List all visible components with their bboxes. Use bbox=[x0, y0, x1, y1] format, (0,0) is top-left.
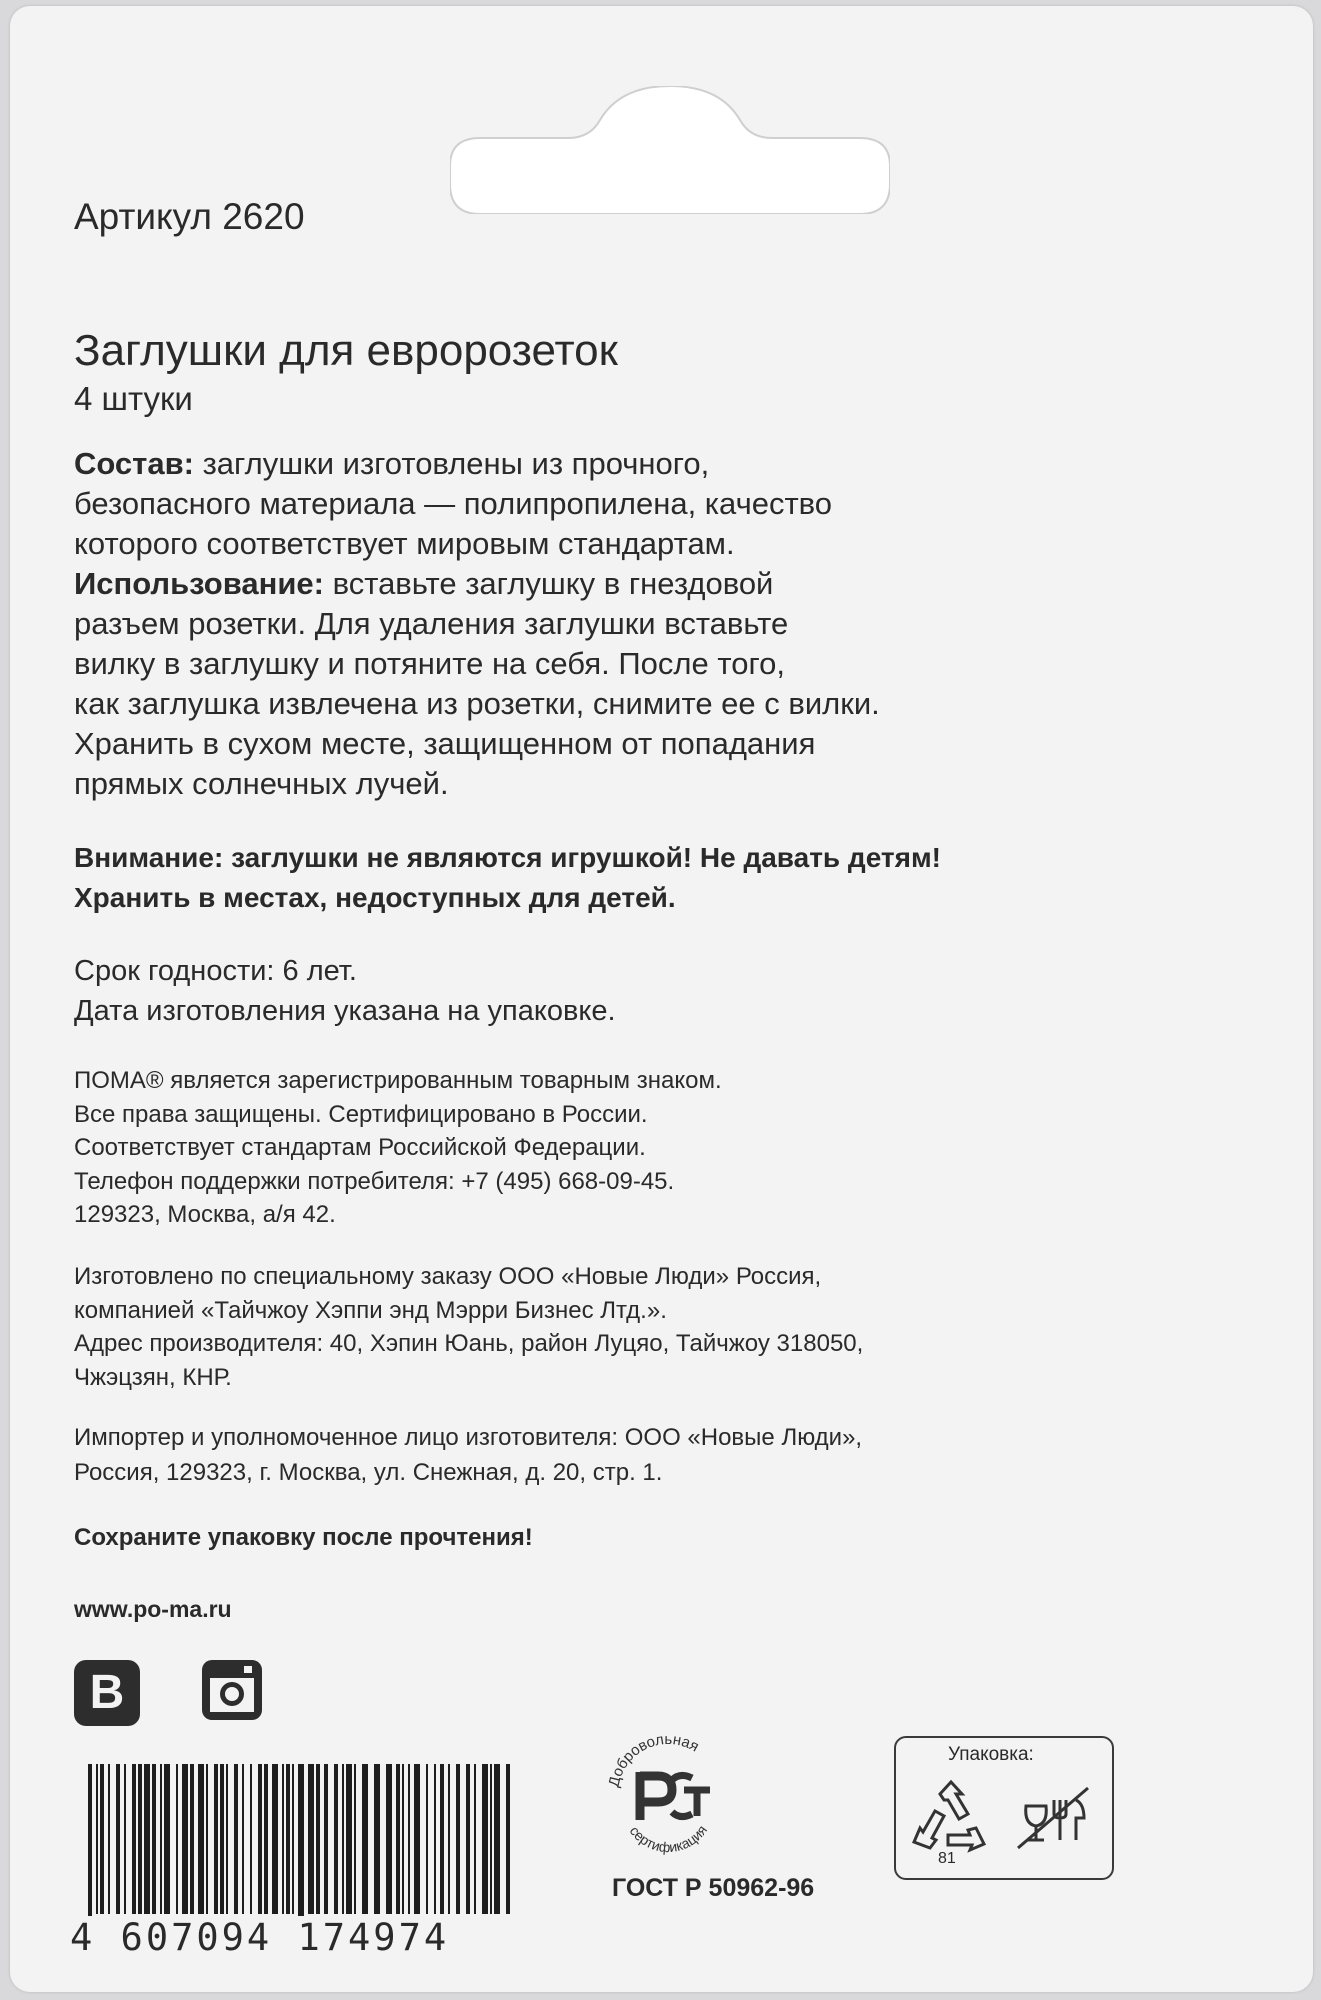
barcode-bar bbox=[220, 1764, 224, 1914]
importer-block bbox=[74, 1420, 862, 1490]
barcode-bar bbox=[226, 1764, 228, 1914]
barcode-bar bbox=[206, 1764, 208, 1914]
shelf-life-line: Срок годности: 6 лет. bbox=[74, 955, 357, 987]
composition-label: Состав: bbox=[74, 446, 194, 481]
shelf-life-block bbox=[74, 951, 616, 1031]
barcode-bar bbox=[124, 1764, 126, 1914]
packaging-label: Упаковка: bbox=[948, 1744, 1034, 1765]
usage-line-1: разъем розетки. Для удаления заглушки вставьте bbox=[74, 606, 789, 641]
not-food-safe-icon bbox=[1008, 1778, 1096, 1858]
usage-line-4: Хранить в сухом месте, защищенном от попадания bbox=[74, 726, 816, 761]
recycle-icon bbox=[910, 1778, 992, 1860]
barcode-bar bbox=[108, 1764, 110, 1914]
product-quantity: 4 штуки bbox=[74, 380, 193, 417]
barcode-bar bbox=[132, 1764, 136, 1914]
barcode-bar bbox=[160, 1764, 162, 1914]
barcode-bar bbox=[264, 1764, 268, 1914]
barcode-bar bbox=[426, 1764, 428, 1914]
package-back-card bbox=[10, 6, 1313, 1992]
website-link[interactable]: www.po-ma.ru bbox=[74, 1596, 232, 1622]
barcode-bar bbox=[346, 1764, 352, 1914]
shelf-life-line: Дата изготовления указана на упаковке. bbox=[74, 995, 616, 1027]
barcode-bar bbox=[214, 1764, 218, 1914]
manufacturer-line: Чжэцзян, КНР. bbox=[74, 1363, 232, 1391]
barcode-bar bbox=[334, 1764, 338, 1914]
manufacturer-line: Адрес производителя: 40, Хэпин Юань, район Луцяо, Тайчжоу 318050, bbox=[74, 1330, 864, 1357]
rst-certification-icon bbox=[600, 1702, 730, 1872]
barcode-bar bbox=[414, 1764, 420, 1914]
usage-line-5: прямых солнечных лучей. bbox=[74, 766, 449, 801]
barcode-bar bbox=[354, 1764, 356, 1914]
barcode-bar bbox=[190, 1764, 194, 1914]
packaging-box bbox=[894, 1736, 1114, 1880]
warning-block bbox=[74, 838, 941, 918]
legal-line: ПОМА® является зарегистрированным товарным знаком. bbox=[74, 1067, 722, 1094]
barcode-bar bbox=[456, 1764, 460, 1914]
barcode-bar bbox=[272, 1764, 278, 1914]
manufacturer-line: компанией «Тайчжоу Хэппи энд Мэрри Бизнес Лтд.». bbox=[74, 1296, 667, 1324]
usage-line-3: как заглушка извлечена из розетки, снимите ее с вилки. bbox=[74, 686, 880, 721]
barcode-bar bbox=[250, 1764, 252, 1914]
barcode-bar bbox=[164, 1764, 170, 1914]
usage-line-0: Использование: вставьте заглушку в гнездовой bbox=[74, 566, 774, 601]
barcode-bar bbox=[494, 1764, 500, 1914]
barcode-bar bbox=[100, 1764, 104, 1914]
barcode-number: 4 607094 174974 bbox=[70, 1916, 530, 1959]
usage-line-2: вилку в заглушку и потяните на себя. После того, bbox=[74, 646, 785, 681]
importer-line: Россия, 129323, г. Москва, ул. Снежная, д. 20, стр. 1. bbox=[74, 1459, 663, 1486]
barcode-bar bbox=[286, 1764, 290, 1914]
rst-mark-bottom: сертификация bbox=[626, 1822, 711, 1856]
legal-line: Соответствует стандартам Российской Федерации. bbox=[74, 1134, 646, 1161]
legal-block bbox=[74, 1064, 722, 1232]
barcode-bar bbox=[474, 1764, 476, 1914]
barcode-bar bbox=[324, 1764, 328, 1914]
barcode-bar bbox=[152, 1764, 156, 1914]
barcode-bar bbox=[258, 1764, 262, 1914]
barcode-bar bbox=[386, 1764, 392, 1914]
warning-line: Хранить в местах, недоступных для детей. bbox=[74, 882, 676, 913]
barcode-bar bbox=[448, 1764, 450, 1914]
barcode-bar bbox=[434, 1764, 436, 1914]
hang-hole bbox=[450, 86, 890, 214]
barcode-bar bbox=[198, 1764, 204, 1914]
barcode-bar bbox=[440, 1764, 444, 1914]
barcode-bar bbox=[116, 1764, 120, 1914]
barcode-bar bbox=[362, 1764, 368, 1914]
barcode-bar bbox=[490, 1764, 492, 1914]
legal-line: Все права защищены. Сертифицировано в России. bbox=[74, 1100, 648, 1128]
barcode-bar bbox=[282, 1764, 284, 1914]
manufacturer-block bbox=[74, 1260, 863, 1394]
barcode-bar bbox=[506, 1764, 510, 1914]
gost-standard: ГОСТ Р 50962-96 bbox=[612, 1874, 815, 1902]
product-title: Заглушки для евророзеток bbox=[74, 326, 618, 375]
instagram-icon[interactable] bbox=[200, 1658, 264, 1722]
barcode-bar bbox=[292, 1764, 294, 1914]
barcode-bar bbox=[144, 1764, 150, 1914]
barcode-bar bbox=[316, 1764, 320, 1914]
recycle-code: 81 bbox=[938, 1850, 956, 1867]
barcode-bar bbox=[402, 1764, 404, 1914]
barcode-bar bbox=[242, 1764, 244, 1914]
article-number: Артикул 2620 bbox=[74, 196, 305, 237]
barcode-bar bbox=[182, 1764, 188, 1914]
barcode-bar bbox=[396, 1764, 400, 1914]
rst-mark-top: Добровольная bbox=[605, 1730, 702, 1789]
warning-line: Внимание: заглушки не являются игрушкой! Не давать детям! bbox=[74, 842, 941, 873]
barcode-bar bbox=[234, 1764, 238, 1914]
composition-line-0: Состав: заглушки изготовлены из прочного, bbox=[74, 446, 710, 481]
barcode-bar bbox=[176, 1764, 178, 1914]
description bbox=[74, 444, 1074, 804]
composition-line-1: безопасного материала — полипропилена, качество bbox=[74, 486, 833, 521]
vk-icon[interactable]: В bbox=[74, 1660, 140, 1726]
barcode-bar bbox=[482, 1764, 488, 1914]
barcode-bar bbox=[466, 1764, 470, 1914]
svg-text:сертификация bbox=[627, 1822, 710, 1855]
importer-line: Импортер и уполномоченное лицо изготовителя: ООО «Новые Люди», bbox=[74, 1424, 863, 1451]
barcode-bar bbox=[96, 1764, 98, 1914]
barcode-bar bbox=[342, 1764, 344, 1914]
composition-line-2: которого соответствует мировым стандартам. bbox=[74, 526, 735, 561]
barcode-bar bbox=[374, 1764, 380, 1914]
barcode-bar bbox=[308, 1764, 314, 1914]
legal-line: 129323, Москва, а/я 42. bbox=[74, 1201, 336, 1228]
keep-package-note: Сохраните упаковку после прочтения! bbox=[74, 1524, 533, 1551]
barcode-bar bbox=[138, 1764, 142, 1914]
manufacturer-line: Изготовлено по специальному заказу ООО «Новые Люди» Россия, bbox=[74, 1263, 822, 1290]
legal-line: Телефон поддержки потребителя: +7 (495) 668-09-45. bbox=[74, 1167, 675, 1195]
barcode-bar bbox=[408, 1764, 410, 1914]
usage-label: Использование: bbox=[74, 566, 324, 601]
